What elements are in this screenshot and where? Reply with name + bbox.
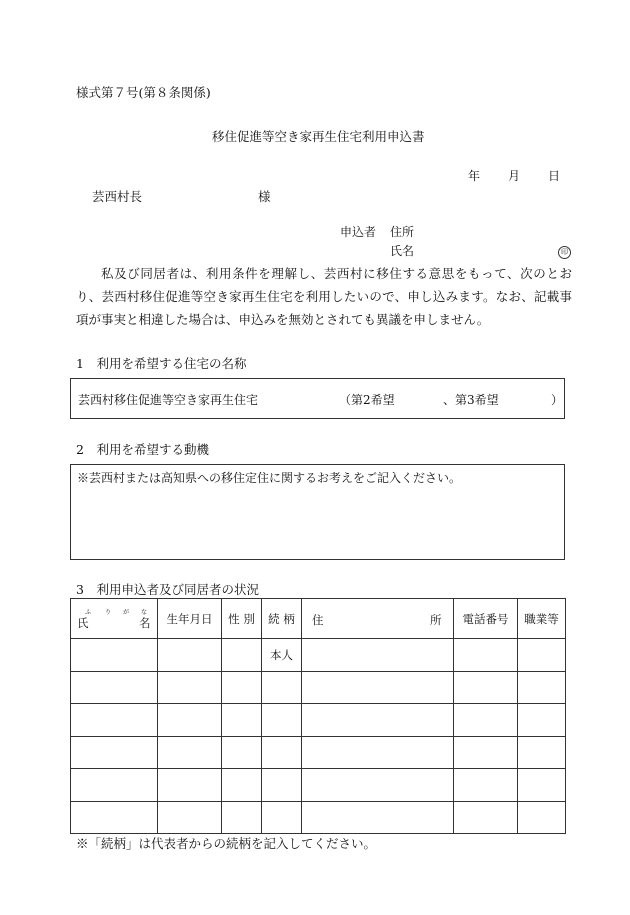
furigana-na: な: [141, 609, 148, 616]
header-name-mei: 名: [139, 616, 151, 630]
cell-gender[interactable]: [222, 769, 262, 802]
cell-phone[interactable]: [454, 639, 518, 672]
cell-phone[interactable]: [454, 769, 518, 802]
table-row: [71, 801, 566, 834]
cell-relation: 本人: [262, 639, 302, 672]
header-occupation: 職業等: [518, 599, 566, 639]
cell-phone[interactable]: [454, 671, 518, 704]
cell-name[interactable]: [71, 639, 158, 672]
header-name: [71, 599, 158, 639]
cell-relation[interactable]: [262, 801, 302, 834]
cell-address[interactable]: [302, 736, 454, 769]
table-header-row: [71, 599, 566, 639]
cell-address[interactable]: [302, 639, 454, 672]
furigana-fu: ふ: [85, 609, 92, 616]
cell-name[interactable]: [71, 769, 158, 802]
header-address-ju: 住: [312, 613, 324, 627]
header-birthdate: 生年月日: [158, 599, 222, 639]
header-name-shi: 氏: [77, 616, 89, 630]
addressee-name: 芸西村長: [92, 189, 143, 204]
header-phone: 電話番号: [454, 599, 518, 639]
third-choice-label: 、第3希望: [443, 393, 499, 407]
cell-name[interactable]: [71, 801, 158, 834]
section2-heading: 2 利用を希望する動機: [76, 442, 209, 457]
table-row: [71, 704, 566, 737]
furigana-ga: が: [123, 609, 130, 616]
cell-address[interactable]: [302, 801, 454, 834]
page-title: 移住促進等空き家再生住宅利用申込書: [212, 129, 425, 144]
seal-mark: [558, 243, 571, 259]
header-address: [302, 599, 454, 639]
cell-relation[interactable]: [262, 704, 302, 737]
cell-relation[interactable]: [262, 671, 302, 704]
cell-relation[interactable]: [262, 736, 302, 769]
table-row: [71, 639, 566, 672]
cell-occupation[interactable]: [518, 736, 566, 769]
cell-relation[interactable]: [262, 769, 302, 802]
furigana-ri: り: [105, 609, 112, 616]
cell-address[interactable]: [302, 769, 454, 802]
motive-input-box[interactable]: [70, 464, 565, 560]
motive-note: ※芸西村または高知県への移住定住に関するお考えをご記入ください。: [77, 471, 462, 485]
cell-address[interactable]: [302, 671, 454, 704]
cell-gender[interactable]: [222, 736, 262, 769]
cell-occupation[interactable]: [518, 639, 566, 672]
close-paren: ）: [551, 393, 564, 407]
date-day: 日: [548, 169, 561, 183]
addressee-honorific: 様: [258, 189, 271, 204]
cell-name[interactable]: [71, 736, 158, 769]
cell-occupation[interactable]: [518, 769, 566, 802]
cell-gender[interactable]: [222, 639, 262, 672]
applicant-label: 申込者: [340, 225, 377, 239]
cell-name[interactable]: [71, 671, 158, 704]
cell-gender[interactable]: [222, 801, 262, 834]
first-choice-housing: 芸西村移住促進等空き家再生住宅: [78, 393, 259, 407]
cell-gender[interactable]: [222, 704, 262, 737]
household-table: [70, 598, 566, 834]
section3-heading: 3 利用申込者及び同居者の状況: [76, 582, 259, 597]
form-id: 様式第７号(第８条関係): [76, 85, 211, 100]
cell-phone[interactable]: [454, 801, 518, 834]
cell-birthdate[interactable]: [158, 801, 222, 834]
seal-icon: 印: [558, 246, 571, 259]
header-address-sho: 所: [430, 613, 442, 627]
cell-occupation[interactable]: [518, 704, 566, 737]
section1-heading: 1 利用を希望する住宅の名称: [76, 356, 247, 371]
date-month: 月: [508, 169, 521, 183]
body-paragraph: 私及び同居者は、利用条件を理解し、芸西村に移住する意思をもって、次のとおり、芸西村移住促進等空き家再生住宅を利用したいので、申し込みます。なお、記載事項が事実と相違した場合は、申込みを無効とされても異議を申しません。: [76, 266, 572, 327]
table-row: [71, 769, 566, 802]
cell-occupation[interactable]: [518, 801, 566, 834]
cell-gender[interactable]: [222, 671, 262, 704]
cell-birthdate[interactable]: [158, 639, 222, 672]
cell-address[interactable]: [302, 704, 454, 737]
applicant-name-label: 氏名: [390, 244, 415, 258]
header-relation: 続 柄: [262, 599, 302, 639]
date-year: 年: [468, 169, 481, 183]
footnote: ※「続柄」は代表者からの続柄を記入してください。: [76, 836, 377, 851]
housing-choice-box[interactable]: [70, 378, 565, 419]
second-choice-label: （第2希望: [339, 393, 395, 407]
table-row: [71, 671, 566, 704]
table-row: [71, 736, 566, 769]
cell-birthdate[interactable]: [158, 704, 222, 737]
cell-birthdate[interactable]: [158, 769, 222, 802]
applicant-address-label: 住所: [390, 225, 415, 239]
header-gender: 性 別: [222, 599, 262, 639]
cell-phone[interactable]: [454, 736, 518, 769]
cell-occupation[interactable]: [518, 671, 566, 704]
cell-phone[interactable]: [454, 704, 518, 737]
cell-birthdate[interactable]: [158, 671, 222, 704]
cell-birthdate[interactable]: [158, 736, 222, 769]
cell-name[interactable]: [71, 704, 158, 737]
